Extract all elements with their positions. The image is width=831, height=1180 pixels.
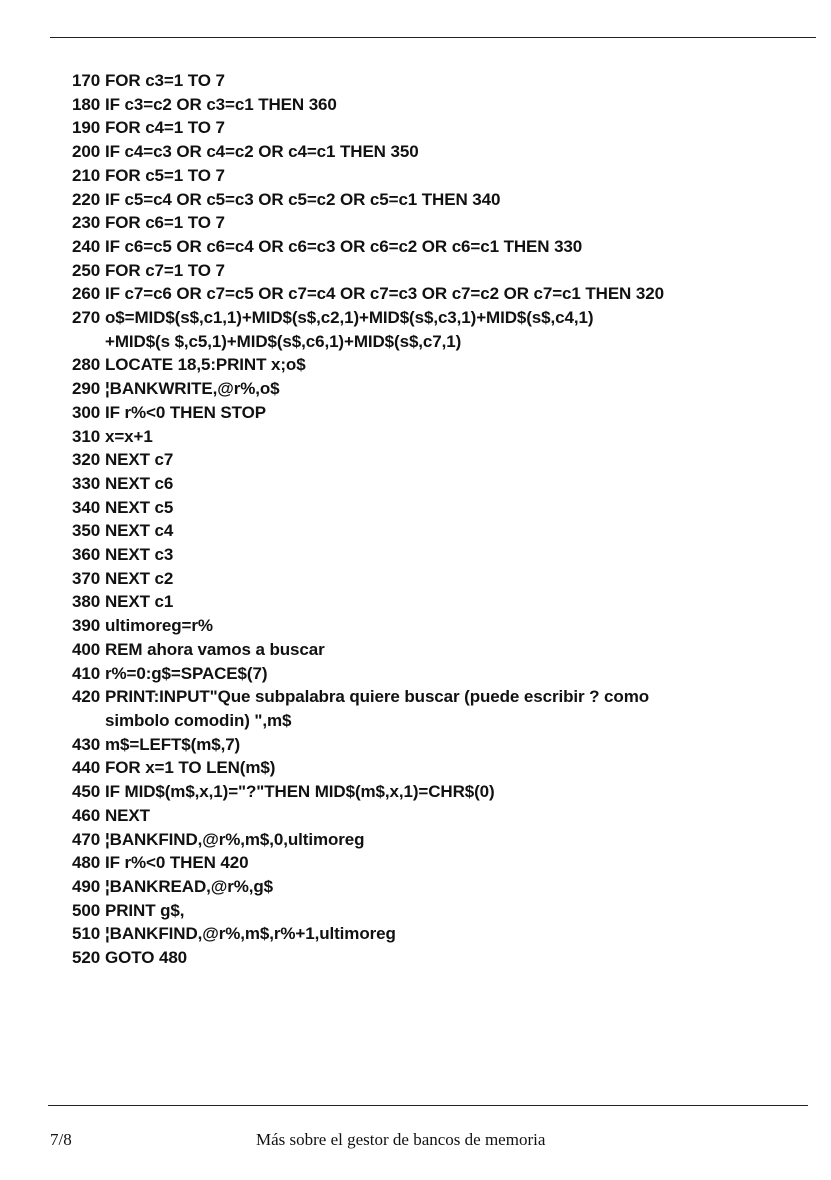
code-text: FOR c4=1 TO 7 [105, 118, 225, 138]
chapter-title: Más sobre el gestor de bancos de memoria [256, 1130, 546, 1149]
code-line [72, 140, 822, 164]
code-text: FOR x=1 TO LEN(m$) [105, 758, 276, 778]
code-text: NEXT c6 [105, 473, 174, 493]
line-number: 440 [72, 758, 101, 778]
code-text: ¦BANKFIND,@r%,m$,0,ultimoreg [105, 829, 365, 849]
code-line [72, 235, 822, 259]
code-line [72, 733, 822, 757]
code-text: m$=LEFT$(m$,7) [105, 734, 241, 754]
code-line [72, 282, 822, 306]
line-number: 450 [72, 782, 101, 802]
code-text: x=x+1 [105, 426, 153, 446]
code-line [72, 306, 822, 330]
line-number: 220 [72, 189, 101, 209]
line-number: 480 [72, 853, 101, 873]
line-number: 180 [72, 94, 101, 114]
code-continuation-line [72, 330, 822, 354]
line-number: 310 [72, 426, 101, 446]
code-text: IF r%<0 THEN 420 [105, 853, 249, 873]
code-line [72, 567, 822, 591]
line-number: 210 [72, 165, 101, 185]
top-rule [50, 37, 816, 38]
code-text: GOTO 480 [105, 948, 188, 968]
line-number: 520 [72, 948, 101, 968]
code-line [72, 164, 822, 188]
code-text: +MID$(s $,c5,1)+MID$(s$,c6,1)+MID$(s$,c7,1) [105, 331, 462, 351]
code-line [72, 590, 822, 614]
line-number: 230 [72, 213, 101, 233]
code-line [72, 377, 822, 401]
code-line [72, 804, 822, 828]
line-number: 250 [72, 260, 101, 280]
code-line [72, 875, 822, 899]
bottom-rule [48, 1105, 808, 1106]
code-text: ¦BANKWRITE,@r%,o$ [105, 379, 280, 399]
code-line [72, 946, 822, 970]
code-text: IF MID$(m$,x,1)="?"THEN MID$(m$,x,1)=CHR$(0) [105, 782, 495, 802]
line-number: 190 [72, 118, 101, 138]
code-line [72, 353, 822, 377]
line-number: 170 [72, 71, 101, 90]
line-number: 410 [72, 663, 101, 683]
code-line [72, 93, 822, 117]
code-line [72, 69, 822, 93]
code-continuation-line [72, 709, 822, 733]
code-text: NEXT [105, 805, 150, 825]
code-text: LOCATE 18,5:PRINT x;o$ [105, 355, 306, 375]
code-line [72, 780, 822, 804]
line-number: 320 [72, 450, 101, 470]
line-number: 300 [72, 402, 101, 422]
code-text: NEXT c2 [105, 568, 174, 588]
line-number: 290 [72, 379, 101, 399]
code-text: NEXT c7 [105, 450, 174, 470]
code-text: IF c5=c4 OR c5=c3 OR c5=c2 OR c5=c1 THEN 340 [105, 189, 501, 209]
code-line [72, 756, 822, 780]
code-line [72, 519, 822, 543]
code-line [72, 899, 822, 923]
line-number: 390 [72, 616, 101, 636]
code-text: simbolo comodin) ",m$ [105, 710, 292, 730]
code-text: o$=MID$(s$,c1,1)+MID$(s$,c2,1)+MID$(s$,c3,1)+MID$(s$,c4,1) [105, 308, 594, 328]
line-number: 340 [72, 497, 101, 517]
code-text: IF c7=c6 OR c7=c5 OR c7=c4 OR c7=c3 OR c7=c2 OR c7=c1 THEN 320 [105, 284, 664, 304]
code-text: FOR c6=1 TO 7 [105, 213, 225, 233]
line-number: 280 [72, 355, 101, 375]
code-line [72, 448, 822, 472]
code-line [72, 472, 822, 496]
line-number: 420 [72, 687, 101, 707]
code-line [72, 638, 822, 662]
code-line [72, 211, 822, 235]
line-number: 500 [72, 900, 101, 920]
line-number: 200 [72, 142, 101, 162]
code-line [72, 828, 822, 852]
line-number: 360 [72, 545, 101, 565]
code-line [72, 614, 822, 638]
code-text: REM ahora vamos a buscar [105, 639, 325, 659]
code-text: PRINT:INPUT"Que subpalabra quiere buscar (puede escribir ? como [105, 687, 649, 707]
code-line [72, 543, 822, 567]
code-text: FOR c3=1 TO 7 [105, 71, 225, 90]
code-line [72, 496, 822, 520]
code-text: ¦BANKREAD,@r%,g$ [105, 876, 274, 896]
line-number: 470 [72, 829, 101, 849]
code-line [72, 401, 822, 425]
code-line [72, 685, 822, 709]
code-line [72, 259, 822, 283]
line-number: 430 [72, 734, 101, 754]
line-number: 370 [72, 568, 101, 588]
code-line [72, 922, 822, 946]
code-text: IF c4=c3 OR c4=c2 OR c4=c1 THEN 350 [105, 142, 419, 162]
code-text: FOR c5=1 TO 7 [105, 165, 225, 185]
code-text: NEXT c1 [105, 592, 174, 612]
code-text: NEXT c3 [105, 545, 174, 565]
code-text: ¦BANKFIND,@r%,m$,r%+1,ultimoreg [105, 924, 396, 944]
line-number: 350 [72, 521, 101, 541]
code-text: IF c3=c2 OR c3=c1 THEN 360 [105, 94, 337, 114]
code-line [72, 188, 822, 212]
line-number: 260 [72, 284, 101, 304]
code-text: IF r%<0 THEN STOP [105, 402, 266, 422]
code-listing [72, 69, 822, 970]
code-line [72, 425, 822, 449]
line-number: 490 [72, 876, 101, 896]
code-text: r%=0:g$=SPACE$(7) [105, 663, 268, 683]
code-line [72, 116, 822, 140]
code-text: ultimoreg=r% [105, 616, 213, 636]
line-number: 400 [72, 639, 101, 659]
code-text: IF c6=c5 OR c6=c4 OR c6=c3 OR c6=c2 OR c6=c1 THEN 330 [105, 236, 583, 256]
code-text: PRINT g$, [105, 900, 185, 920]
code-text: FOR c7=1 TO 7 [105, 260, 225, 280]
code-line [72, 851, 822, 875]
code-text: NEXT c5 [105, 497, 174, 517]
code-line [72, 662, 822, 686]
line-number: 270 [72, 308, 101, 328]
code-text: NEXT c4 [105, 521, 174, 541]
line-number: 240 [72, 236, 101, 256]
line-number: 510 [72, 924, 101, 944]
line-number: 460 [72, 805, 101, 825]
line-number: 330 [72, 473, 101, 493]
line-number: 380 [72, 592, 101, 612]
page-number: 7/8 [50, 1130, 72, 1149]
